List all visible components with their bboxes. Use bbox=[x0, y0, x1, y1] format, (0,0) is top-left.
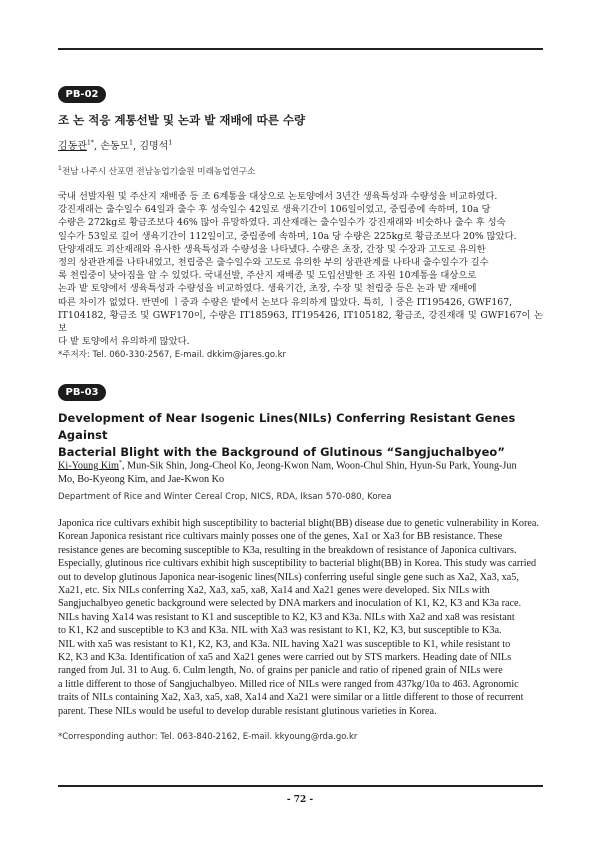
abstract-title-pb03: Development of Near Isogenic Lines(NILs) Conferring Resistant Genes Against Bacterial Blight with the Background of Glutinous “Sangjuchalbyeo” bbox=[58, 411, 516, 459]
bottom-rule bbox=[58, 785, 543, 787]
page-number: - 72 - bbox=[286, 795, 314, 805]
authors-pb02: 김동관$^{1*}$, 손동모$^1$, 김명석$^1$ bbox=[58, 139, 173, 152]
contact-pb02: *주저자: Tel. 060-330-2567, E-mail. dkkim@jares.go.kr bbox=[58, 350, 287, 360]
presenting-author: Ki-Young Kim bbox=[58, 460, 119, 472]
authors-pb03: Ki-Young Kim*, Mun-Sik Shin, Jong-Cheol Ko, Jeong-Kwon Nam, Woon-Chul Shin, Hyun-Su Park, Young-Jun Mo, Bo-Kyeong Kim, and Jae-Kwon Ko bbox=[58, 460, 517, 486]
abstract-badge-pb02: PB-02 bbox=[58, 86, 106, 103]
contact-pb03: *Corresponding author: Tel. 063-840-2162, E-mail. kkyoung@rda.go.kr bbox=[58, 732, 358, 742]
presenting-author: 김동관 bbox=[58, 141, 87, 152]
affiliation-pb03: Department of Rice and Winter Cereal Crop, NICS, RDA, Iksan 570-080, Korea bbox=[58, 492, 392, 502]
affiliation-pb02: $^1$전남 나주시 산포면 전남농업기술원 미래농업연구소 bbox=[58, 165, 256, 177]
abstract-body-pb02: 국내 선발자원 및 주산지 재배종 등 조 6계통을 대상으로 논토양에서 3년간 생육특성과 수량성을 비교하였다. 강진재래는 출수일수 64일과 출수 후 성숙일수 42일로 생육기간이 106일이었고, 중립종에 속하며, 10a 당 수량은 272kg로 황금조보다 46% 많아 유망하였다. 괴산재래는 출수일수가 강진재래와 비슷하나 출수 후 성숙 일수가 53일로 길어 생육기간이 112일이고, 중립종에 속하며, 10a 당 수량은 225kg로 황금조보다 20% 많았다. 단양재래도 괴산재래와 유사한 생육특성과 수량성을 나타냈다. 수량은 초장, 간장 및 수장과 고도로 유의한 정의 상관관계를 나타내었고, 천립중은 출수일수와 고도로 유의한 부의 상관관계를 나타내 출수일수가 길수 록 천립중이 낮아짐을 알 수 있었다. 국내선발, 주산지 재배종 및 도입선발한 조 자원 10계통을 대상으로 논과 밭 토양에서 생육특성과 수량성을 비교하였다. 생육기간, 초장, 수장 및 천립중 등은 논과 밭 재배에 따른 차이가 없었다. 반면에 ㅣ중과 수량은 밭에서 논보다 유의하게 많았다. 특히, ㅣ중은 IT195426, GWF167, IT104182, 황금조 및 GWF170이, 수량은 IT185963, IT195426, IT105182, 황금조, 강진재래 및 GWF167이 논보 다 밭 토양에서 유의하게 많았다. bbox=[58, 191, 543, 348]
abstract-badge-pb03: PB-03 bbox=[58, 384, 106, 401]
abstract-body-pb03: Japonica rice cultivars exhibit high susceptibility to bacterial blight(BB) disease due to genetic vulnerability in Korea. Korean Japonica resistant rice cultivars mainly posses one of the genes, Xa1 or Xa3 for BB resistance. These resistance genes are becoming susceptible to K3a, resulting in the breakdown of resistance of Japonica cultivars. Especially, glutinous rice cultivars exhibit high susceptibility to bacterial blight(BB) in Korea. This study was carried out to develop glutinous Japonica near-isogenic lines(NILs) conferring useful single gene such as Xa2, Xa3, xa5, Xa21, etc. Six NILs conferring Xa2, Xa3, xa5, xa8, Xa14 and Xa21 genes were developed. Six NILs with Sangjuchalbyeo genetic background were selected by DNA markers and inoculation of K1, K2, K3 and K3a race. NILs having Xa14 was resistant to K1 and susceptible to K2, K3 and K3a. NILs with Xa2 and xa8 was resistant to K1, K2 and susceptible to K3 and K3a. NIL with Xa3 was resistant to K1, K2, K3, but susceptible to K3a. NIL with xa5 was resistant to K1, K2, K3, and K3a. NIL having Xa21 was susceptible to K1, while resistant to K2, K3 and K3a. Identification of xa5 and Xa21 genes were carried out by STS markers. Heading date of NILs ranged from Jul. 31 to Aug. 6. Culm length, No. of grains per panicle and ratio of ripened grain of NILs were a little different to those of Sangjuchalbyeo. Milled rice of NILs were ranged from 437kg/10a to 463. Agronomic traits of NILs containing Xa2, Xa3, xa5, xa8, Xa14 and Xa21 were similar or a little different to those of recurrent parent. These NILs would be useful to develop durable resistant glutinous varieties in Korea. bbox=[58, 518, 539, 717]
abstract-title-pb02: 조 논 적응 계통선발 및 논과 밭 재배에 따른 수량 bbox=[58, 113, 306, 127]
top-rule bbox=[58, 48, 543, 50]
